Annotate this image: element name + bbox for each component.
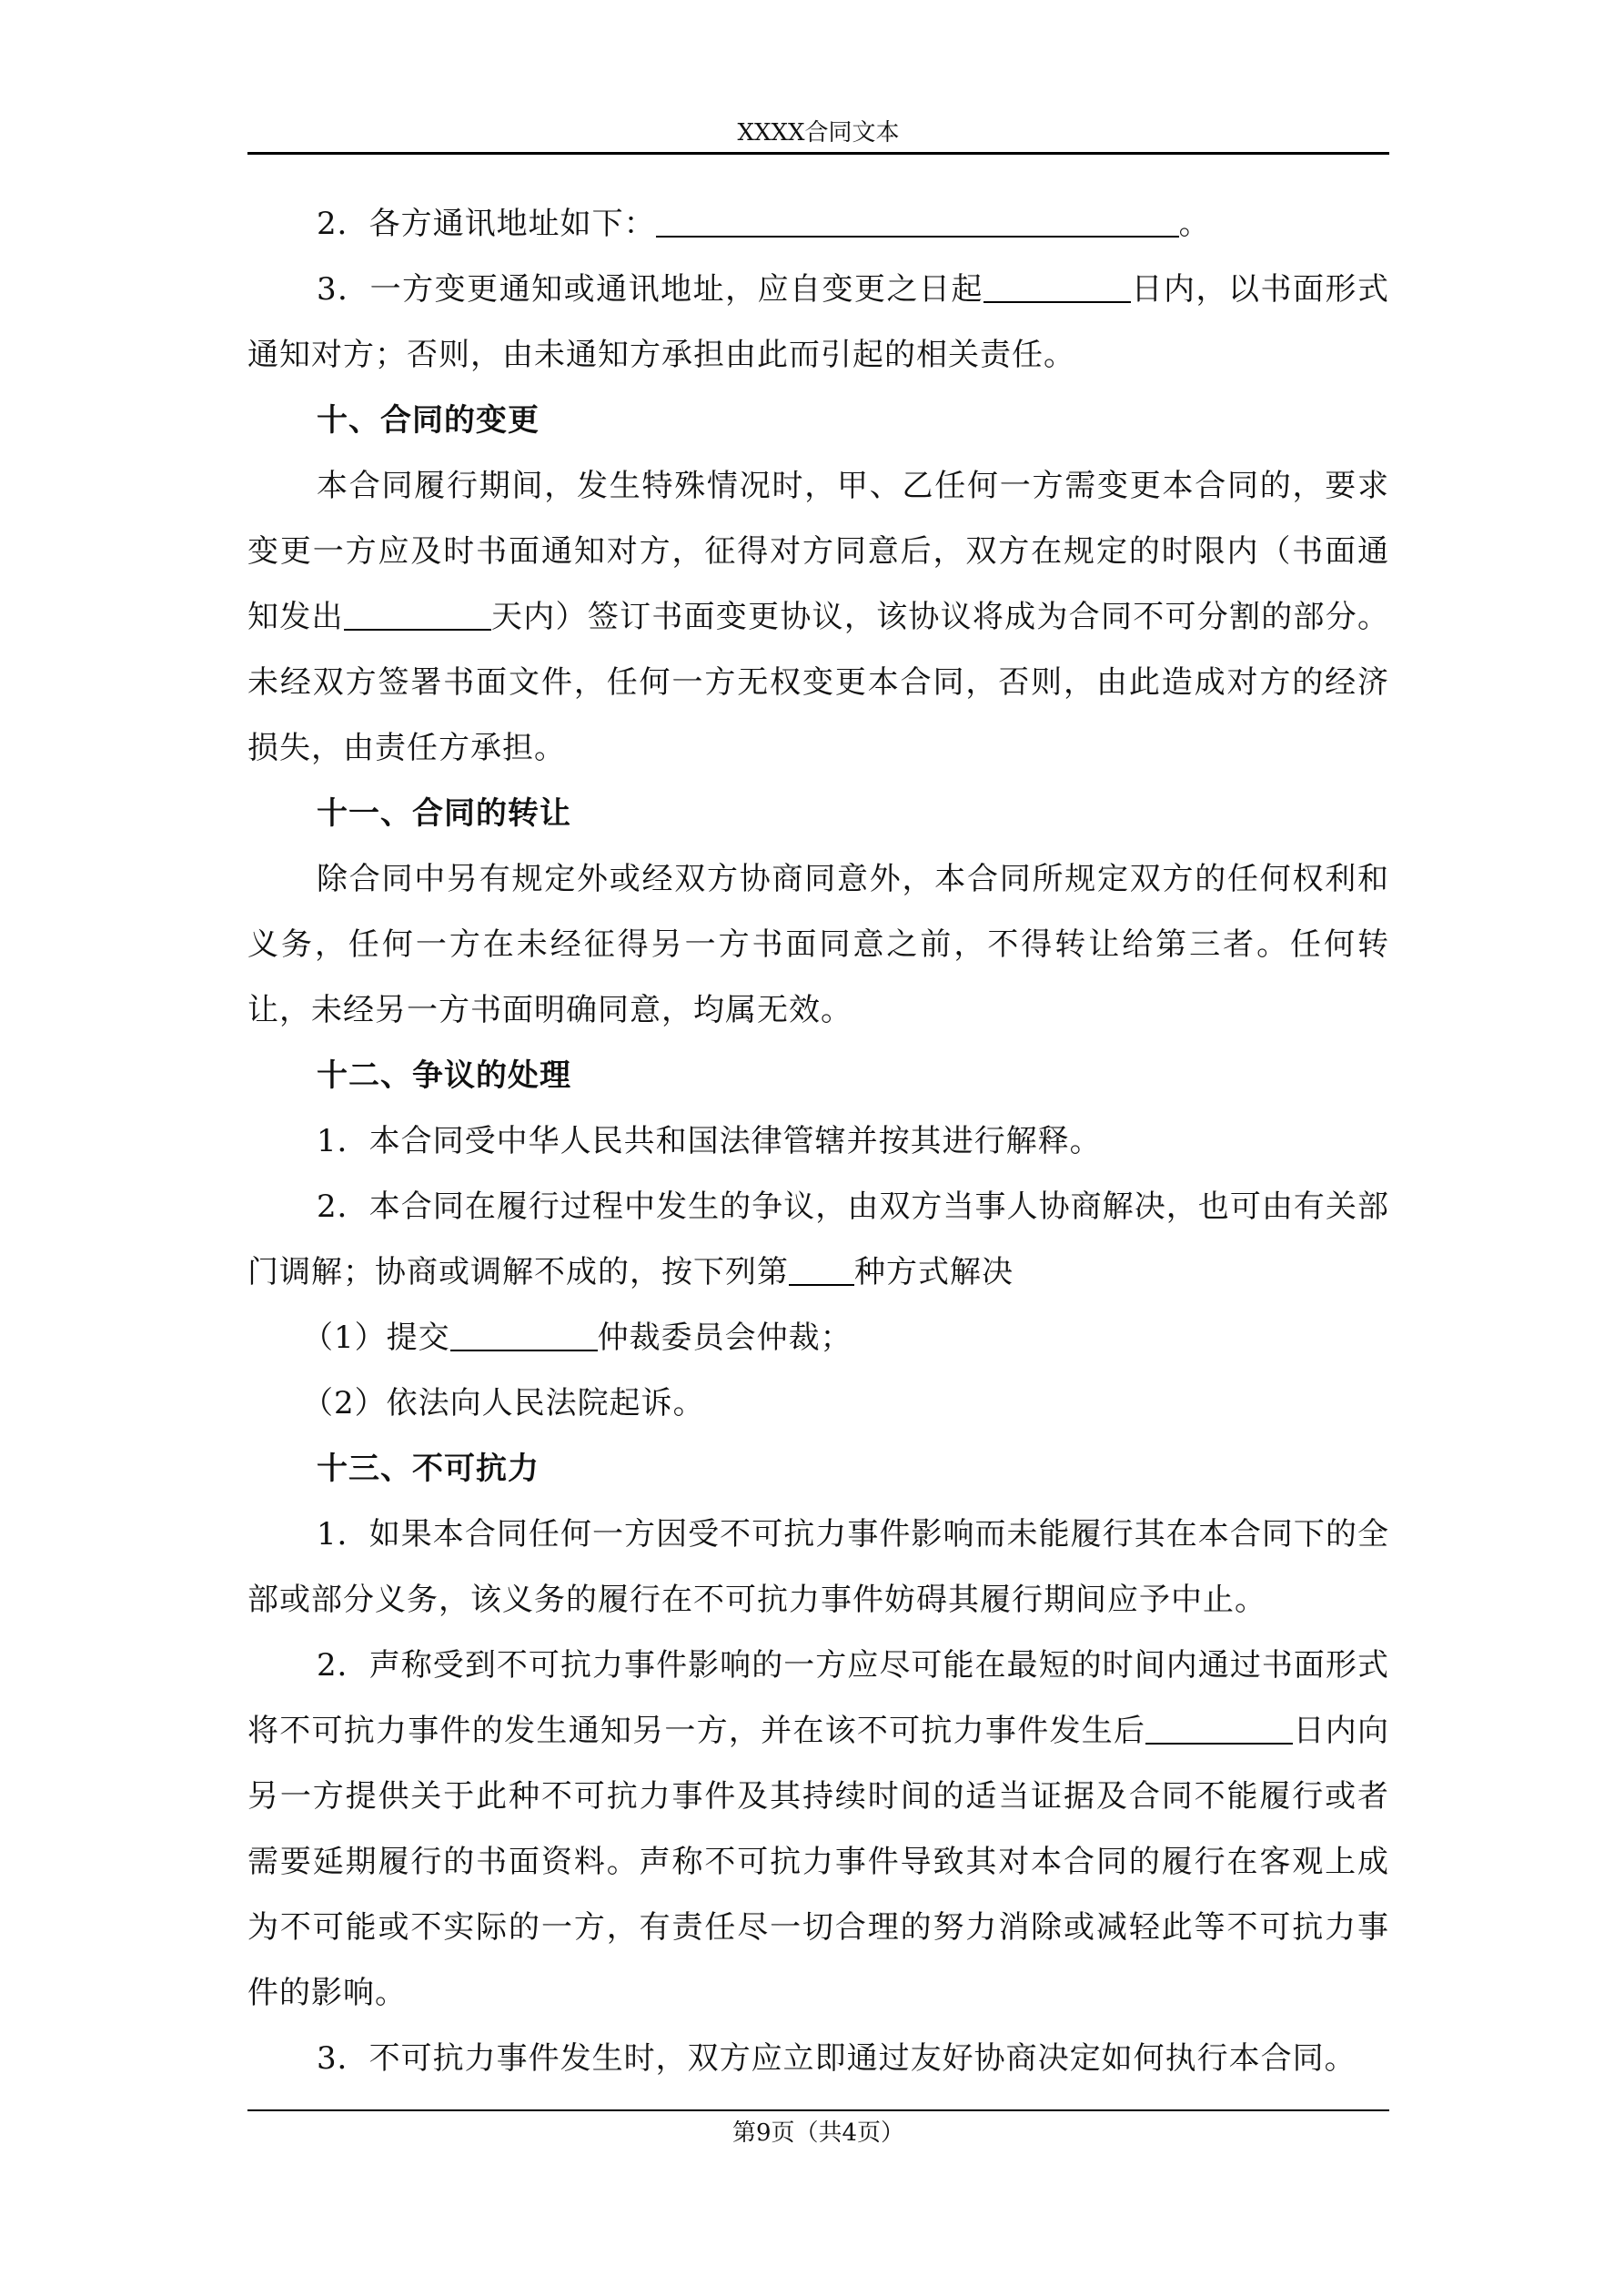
clause-9-3: 3．一方变更通知或通讯地址，应自变更之日起 日内，以书面形式通知对方；否则，由未通知方承担由此而引起的相关责任。	[247, 271, 1389, 373]
header-title: XXXX合同文本	[737, 119, 900, 147]
section-heading-11: 十一、合同的转让	[317, 795, 571, 832]
days-blank[interactable]	[983, 274, 1131, 303]
clause-12-1: 1．本合同受中华人民共和国法律管辖并按其进行解释。	[317, 1123, 1102, 1159]
clause-13-2: 2．声称受到不可抗力事件影响的一方应尽可能在最短的时间内通过书面形式将不可抗力事件的发生通知另一方，并在该不可抗力事件发生后 日内向另一方提供关于此种不可抗力事件及其持续时间的适当证据及合同不能履行或者需要延期履行的书面资料。声称不可抗力事件导致其对本合同的履行在客观上成为不可能或不实际的一方，有责任尽一切合理的努力消除或减轻此等不可抗力事件的影响。	[247, 1647, 1390, 2011]
clause-10: 本合同履行期间，发生特殊情况时，甲、乙任何一方需变更本合同的，要求变更一方应及时书面通知对方，征得对方同意后，双方在规定的时限内（书面通知发出 天内）签订书面变更协议，该协议将成为合同不可分割的部分。未经双方签署书面文件，任何一方无权变更本合同，否则，由此造成对方的经济损失，由责任方承担。	[247, 468, 1390, 766]
notice-days-blank[interactable]	[344, 602, 491, 631]
section-heading-13: 十三、不可抗力	[317, 1451, 540, 1487]
clause-13-3: 3．不可抗力事件发生时，双方应立即通过友好协商决定如何执行本合同。	[317, 2040, 1357, 2077]
clause-12-2-option-1: （1）提交 仲裁委员会仲裁；	[302, 1320, 852, 1356]
clause-11: 除合同中另有规定外或经双方协商同意外，本合同所规定双方的任何权利和义务，任何一方在未经征得另一方书面同意之前，不得转让给第三者。任何转让，未经另一方书面明确同意，均属无效。	[247, 861, 1389, 1028]
page-footer	[247, 2109, 1389, 2155]
page-number: 第9页（共4页）	[731, 2119, 905, 2147]
section-heading-12: 十二、争议的处理	[317, 1057, 571, 1094]
clause-12-2: 2．本合同在履行过程中发生的争议，由双方当事人协商解决，也可由有关部门调解；协商或调解不成的，按下列第 种方式解决	[247, 1188, 1389, 1290]
clause-12-2-option-2: （2）依法向人民法院起诉。	[302, 1385, 705, 1421]
address-blank[interactable]	[656, 208, 1179, 238]
page-header	[247, 114, 1389, 155]
evidence-days-blank[interactable]	[1145, 1715, 1293, 1745]
method-number-blank[interactable]	[789, 1257, 854, 1286]
document-body	[247, 191, 1389, 2091]
arbitration-blank[interactable]	[450, 1322, 598, 1351]
clause-13-1: 1．如果本合同任何一方因受不可抗力事件影响而未能履行其在本合同下的全部或部分义务，该义务的履行在不可抗力事件妨碍其履行期间应予中止。	[247, 1516, 1389, 1618]
section-heading-10: 十、合同的变更	[317, 402, 540, 439]
clause-9-2: 2．各方通讯地址如下： 。	[317, 206, 1211, 242]
